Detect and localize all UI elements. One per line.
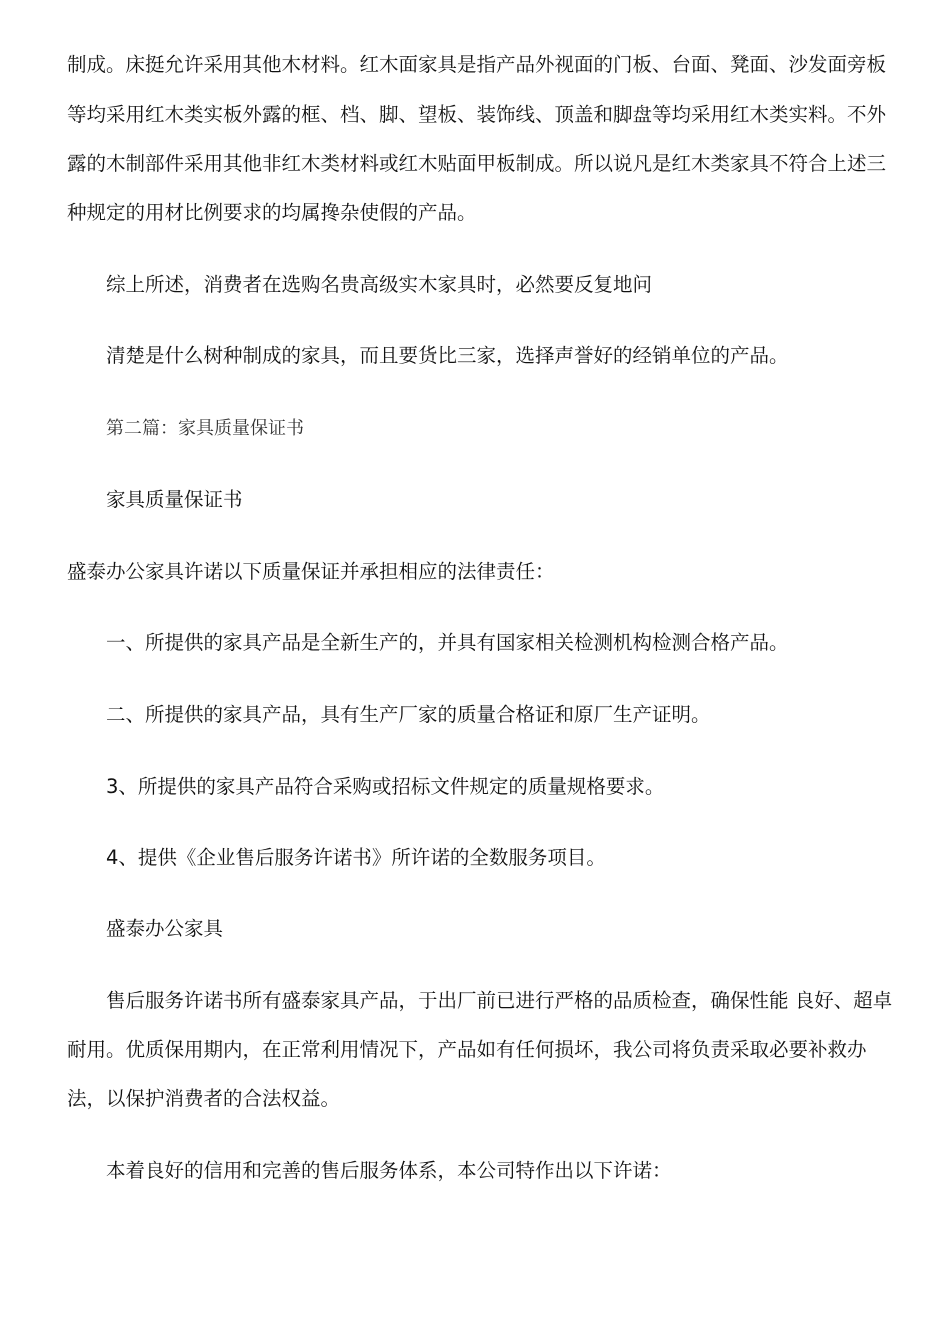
paragraph-line: 种规定的用材比例要求的均属搀杂使假的产品。 [67, 201, 477, 224]
summary-line: 综上所述，消费者在选购名贵高级实木家具时，必然要反复地问 [106, 273, 653, 296]
paragraph-line: 等均采用红木类实板外露的框、档、脚、望板、装饰线、顶盖和脚盘等均采用红木类实料。不外 [67, 103, 887, 126]
service-line: 法，以保护消费者的合法权益。 [67, 1087, 341, 1110]
section-heading: 第二篇：家具质量保证书 [106, 418, 304, 439]
intro-text: 盛泰办公家具许诺以下质量保证并承担相应的法律责任： [67, 560, 555, 583]
list-item: 一、所提供的家具产品是全新生产的，并具有国家相关检测机构检测合格产品。 [106, 631, 789, 654]
service-line: 售后服务许诺书所有盛泰家具产品，于出厂前已进行严格的品质检查，确保性能 良好、超卓 [106, 989, 893, 1012]
list-item: 4、提供《企业售后服务许诺书》所许诺的全数服务项目。 [106, 846, 606, 869]
service-line: 耐用。优质保用期内，在正常利用情况下，产品如有任何损坏，我公司将负责采取必要补救办 [67, 1038, 867, 1061]
closing-text: 本着良好的信用和完善的售后服务体系，本公司特作出以下许诺： [106, 1159, 672, 1182]
list-item: 3、所提供的家具产品符合采购或招标文件规定的质量规格要求。 [106, 775, 665, 798]
list-item: 二、所提供的家具产品，具有生产厂家的质量合格证和原厂生产证明。 [106, 703, 711, 726]
summary-line: 清楚是什么树种制成的家具，而且要货比三家，选择声誉好的经销单位的产品。 [106, 344, 789, 367]
paragraph-line: 制成。床挺允许采用其他木材料。红木面家具是指产品外视面的门板、台面、凳面、沙发面旁板 [67, 53, 887, 76]
signature: 盛泰办公家具 [106, 917, 224, 940]
document-title: 家具质量保证书 [106, 488, 243, 511]
paragraph-line: 露的木制部件采用其他非红木类材料或红木贴面甲板制成。所以说凡是红木类家具不符合上述三 [67, 152, 887, 175]
